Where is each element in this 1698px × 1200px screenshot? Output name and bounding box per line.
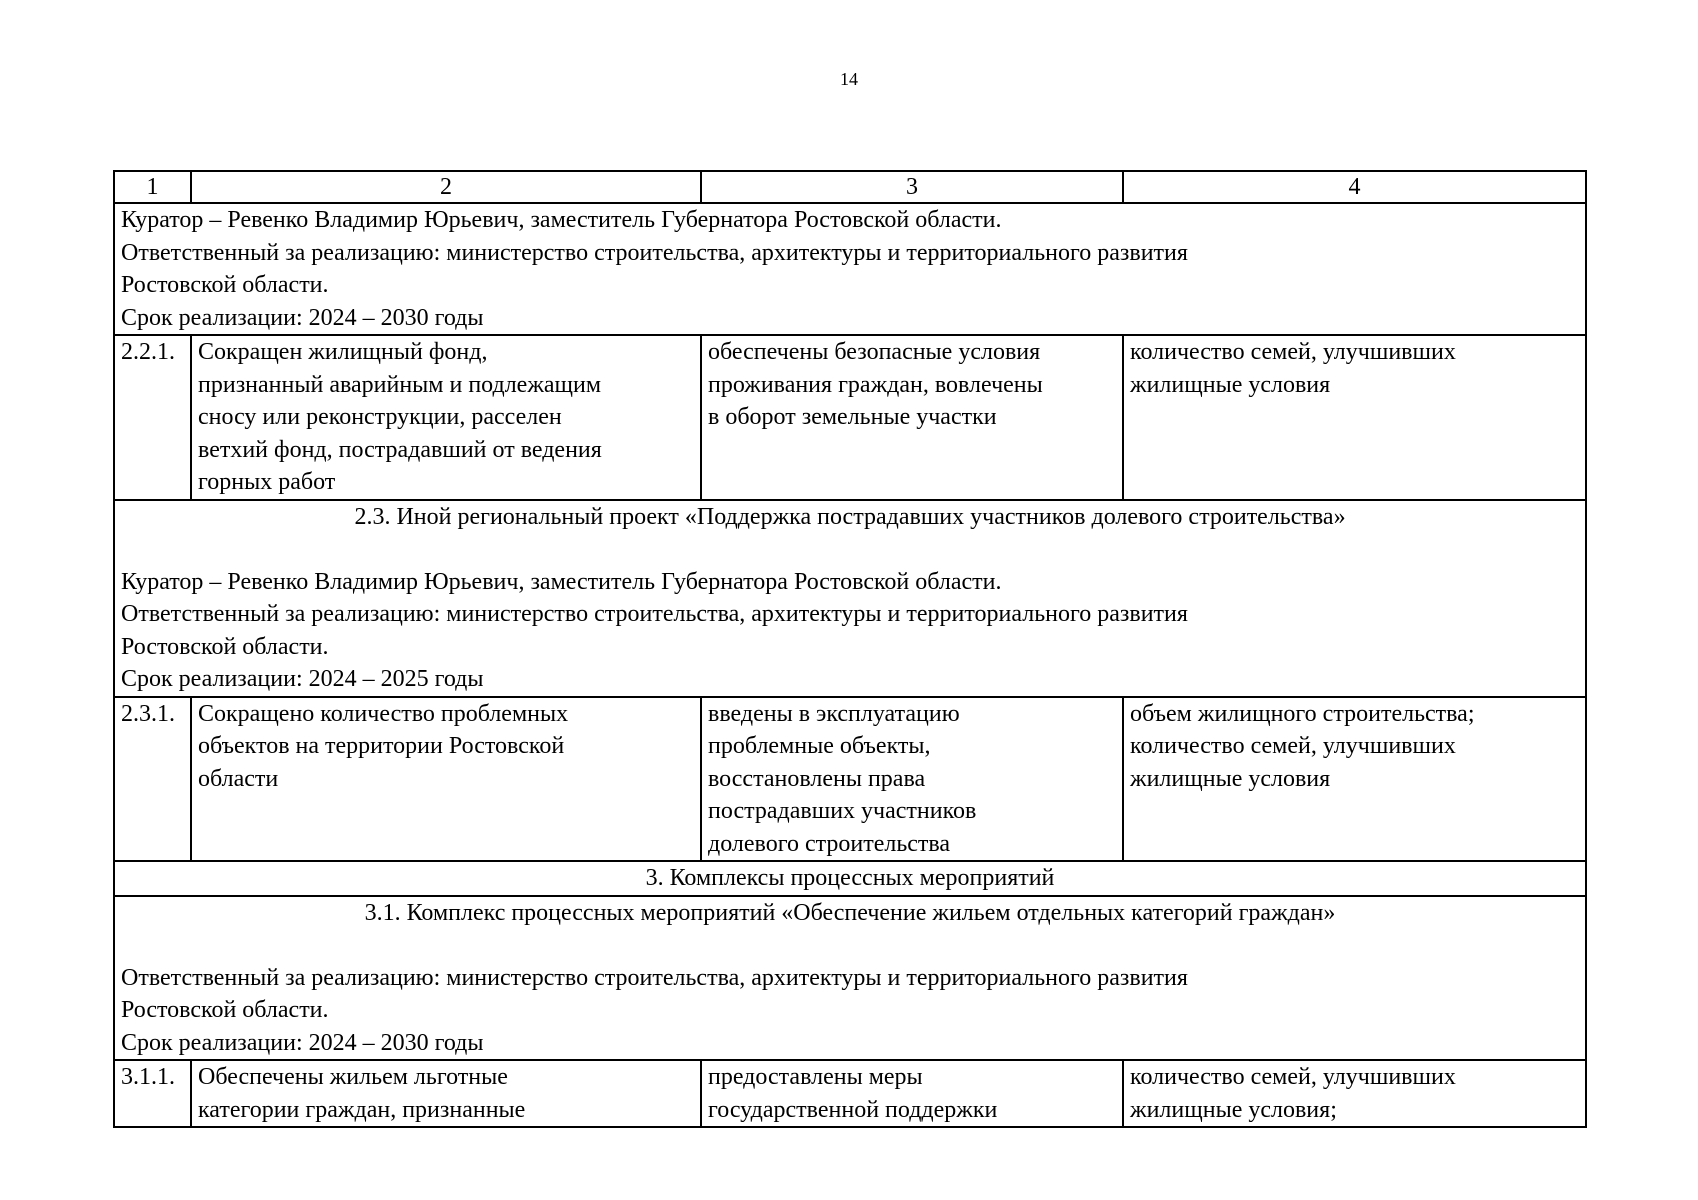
responsible-text-cont: Ростовской области. (121, 997, 329, 1023)
cell-line: горных работ (198, 469, 336, 495)
cell-line: проживания граждан, вовлечены (708, 371, 1043, 398)
section-title: 3.1. Комплекс процессных мероприятий «Обеспечение жильем отдельных категорий граждан» (364, 899, 1336, 926)
section-title: 3. Комплексы процессных мероприятий (114, 861, 1586, 896)
spacer (121, 533, 1579, 566)
cell-line: количество семей, улучшивших (1130, 733, 1456, 759)
term-text: Срок реализации: 2024 – 2030 годы (121, 304, 484, 331)
section-row-3 (114, 861, 1586, 896)
curator-text: Куратор – Ревенко Владимир Юрьевич, заместитель Губернатора Ростовской области. (121, 568, 1002, 595)
cell-line: предоставлены меры (708, 1064, 923, 1090)
table-row-2-3-1 (114, 697, 1586, 862)
responsible-text: Ответственный за реализацию: министерство строительства, архитектуры и территориального развития (121, 239, 1188, 266)
curator-text: Куратор – Ревенко Владимир Юрьевич, заместитель Губернатора Ростовской области. (121, 207, 1002, 233)
cell-line: объектов на территории Ростовской (198, 733, 565, 759)
row-number: 2.3.1. (114, 697, 191, 862)
cell-line: сносу или реконструкции, расселен (198, 404, 562, 430)
indicator-cell (1123, 335, 1586, 500)
term-text: Срок реализации: 2024 – 2025 годы (121, 666, 484, 692)
cell-line: государственной поддержки (708, 1096, 998, 1123)
responsible-text-cont: Ростовской области. (121, 633, 329, 660)
cell-line: жилищные условия; (1130, 1096, 1337, 1123)
effect-cell (701, 697, 1123, 862)
cell-line: жилищные условия (1130, 765, 1331, 792)
header-row (114, 171, 1586, 203)
section-cell-2-3 (114, 500, 1586, 697)
term-text: Срок реализации: 2024 – 2030 годы (121, 1029, 484, 1056)
responsible-text: Ответственный за реализацию: министерство строительства, архитектуры и территориального развития (121, 601, 1188, 627)
cell-line: Обеспечены жильем льготные (198, 1064, 508, 1090)
result-cell (191, 1060, 701, 1127)
cell-line: пострадавших участников (708, 798, 977, 824)
spacer (121, 929, 1579, 962)
cell-line: объем жилищного строительства; (1130, 700, 1475, 727)
cell-line: области (198, 765, 279, 792)
effect-cell (701, 335, 1123, 500)
header-col-1: 1 (114, 171, 191, 203)
cell-line: Сокращен жилищный фонд, (198, 339, 488, 365)
cell-line: жилищные условия (1130, 371, 1331, 398)
cell-line: Сокращено количество проблемных (198, 700, 569, 727)
responsible-text: Ответственный за реализацию: министерство строительства, архитектуры и территориального развития (121, 964, 1188, 991)
result-cell (191, 697, 701, 862)
cell-line: восстановлены права (708, 765, 926, 792)
header-col-4: 4 (1123, 171, 1586, 203)
indicator-cell (1123, 1060, 1586, 1127)
cell-line: категории граждан, признанные (198, 1096, 526, 1123)
header-col-3: 3 (701, 171, 1123, 203)
page-number: 14 (840, 69, 858, 89)
cell-line: ветхий фонд, пострадавший от ведения (198, 436, 602, 463)
info-cell-2-2 (114, 203, 1586, 335)
responsible-text-cont: Ростовской области. (121, 272, 329, 298)
row-number: 2.2.1. (114, 335, 191, 500)
section-row-2-3 (114, 500, 1586, 697)
table-row-3-1-1 (114, 1060, 1586, 1127)
table-row-2-2-1 (114, 335, 1586, 500)
result-cell (191, 335, 701, 500)
cell-line: обеспечены безопасные условия (708, 339, 1041, 365)
program-table (113, 170, 1587, 1128)
cell-line: количество семей, улучшивших (1130, 339, 1456, 365)
cell-line: количество семей, улучшивших (1130, 1064, 1456, 1090)
header-col-2: 2 (191, 171, 701, 203)
effect-cell (701, 1060, 1123, 1127)
cell-line: признанный аварийным и подлежащим (198, 371, 602, 398)
cell-line: введены в эксплуатацию (708, 700, 960, 727)
cell-line: долевого строительства (708, 830, 951, 857)
cell-line: в оборот земельные участки (708, 404, 997, 430)
info-row-2-2 (114, 203, 1586, 335)
section-title: 2.3. Иной региональный проект «Поддержка пострадавших участников долевого строительства» (354, 503, 1346, 530)
cell-line: проблемные объекты, (708, 733, 931, 759)
section-row-3-1 (114, 896, 1586, 1061)
indicator-cell (1123, 697, 1586, 862)
row-number: 3.1.1. (114, 1060, 191, 1127)
section-cell-3-1 (114, 896, 1586, 1061)
